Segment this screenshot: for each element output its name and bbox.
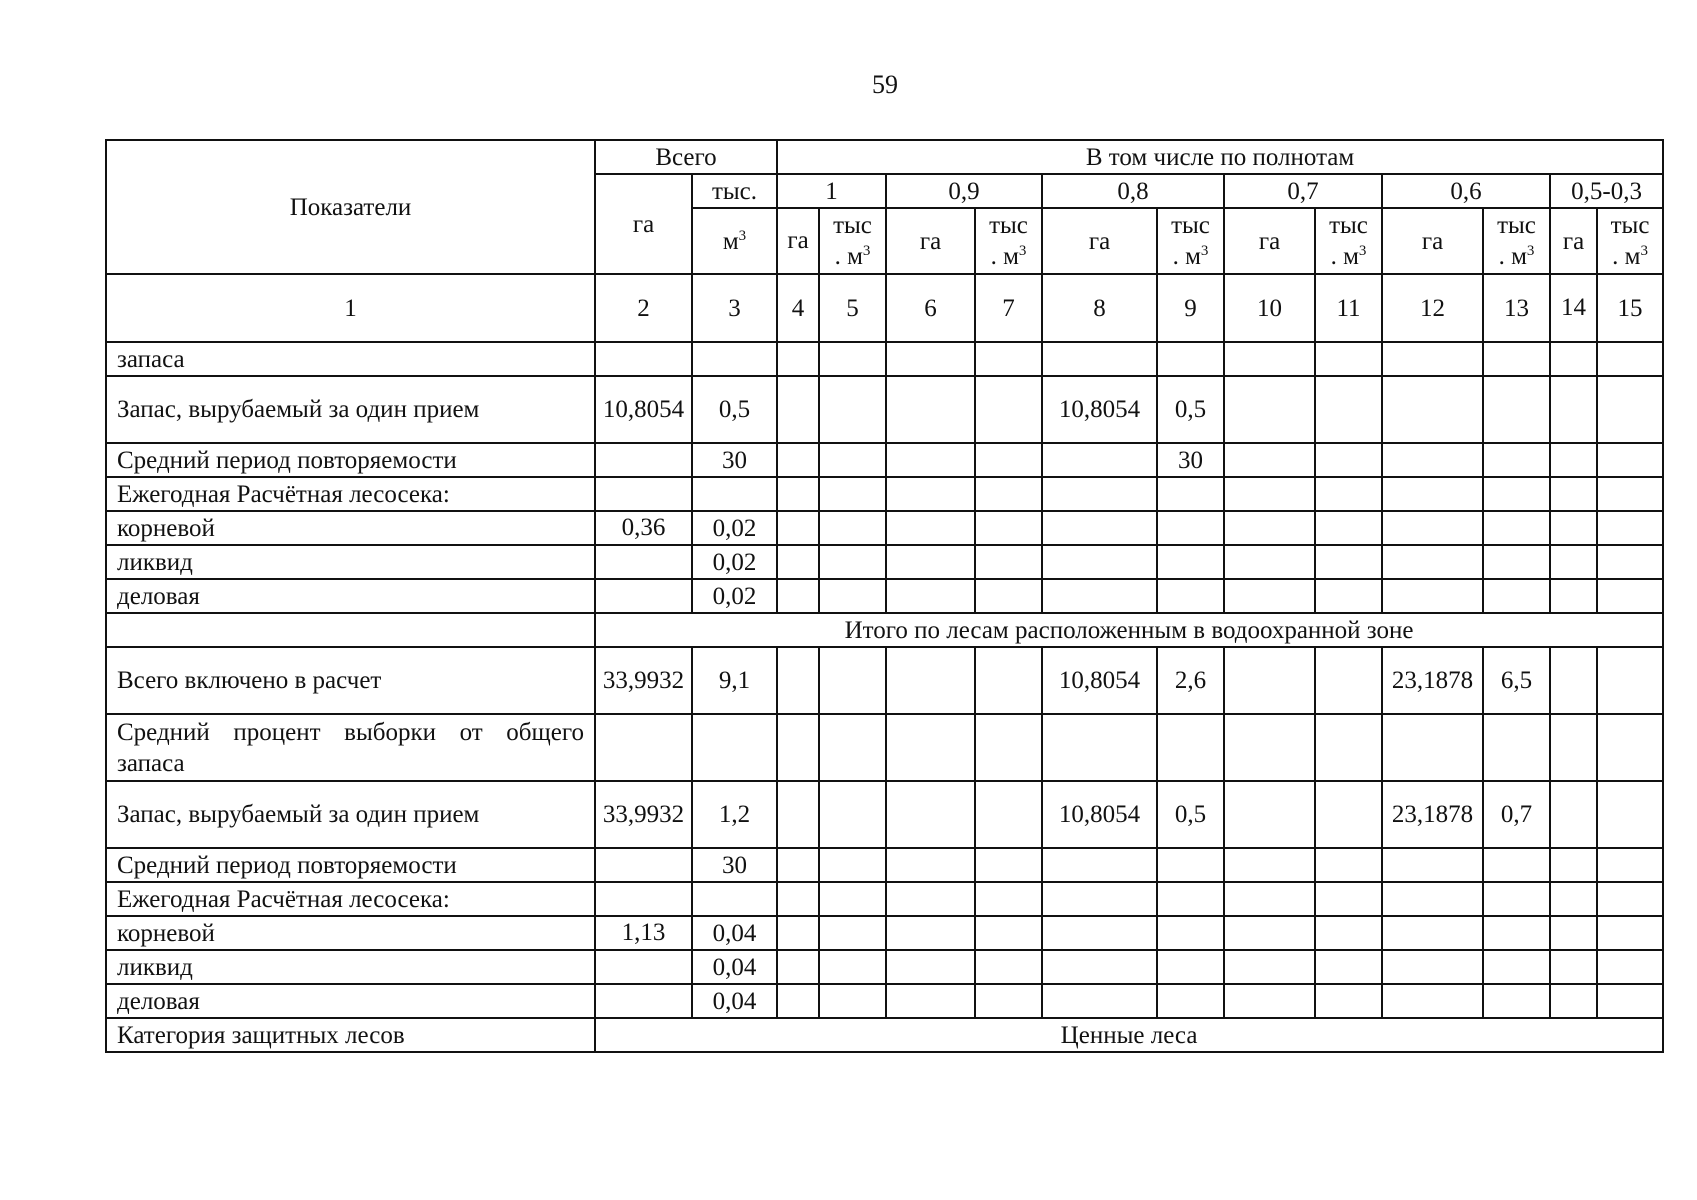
- table-cell: [1382, 477, 1483, 511]
- table-cell: 0,5: [692, 376, 777, 443]
- header-by-density: В том числе по полнотам: [777, 140, 1663, 174]
- table-cell: [819, 781, 886, 848]
- table-cell: [886, 443, 975, 477]
- header-thous-m3: тыс . $м^3$: [1597, 208, 1663, 274]
- table-cell: [886, 477, 975, 511]
- table-cell: 0,5: [1157, 376, 1224, 443]
- table-cell: [819, 848, 886, 882]
- table-cell: [777, 781, 819, 848]
- table-row: [106, 545, 1663, 579]
- table-cell: 0,7: [1483, 781, 1550, 848]
- row-label: Средний период повторяемости: [106, 443, 595, 477]
- table-cell: 33,9932: [595, 781, 692, 848]
- table-cell: [975, 342, 1042, 376]
- table-cell: [1157, 579, 1224, 613]
- table-cell: [1224, 342, 1315, 376]
- table-cell: [886, 376, 975, 443]
- row-label: ликвид: [106, 545, 595, 579]
- table-cell: [975, 477, 1042, 511]
- table-cell: [886, 781, 975, 848]
- table-cell: [1483, 443, 1550, 477]
- table-cell: [886, 545, 975, 579]
- table-row: [106, 950, 1663, 984]
- table-cell: [1550, 781, 1597, 848]
- table-cell: [1382, 579, 1483, 613]
- row-label: Ежегодная Расчётная лесосека:: [106, 477, 595, 511]
- table-cell: [595, 950, 692, 984]
- table-cell: 0,04: [692, 950, 777, 984]
- table-cell: [1224, 882, 1315, 916]
- row-label: ликвид: [106, 950, 595, 984]
- table-cell: [1157, 511, 1224, 545]
- table-cell: 10,8054: [1042, 376, 1157, 443]
- table-cell: [1597, 882, 1663, 916]
- column-number: 2: [595, 274, 692, 342]
- column-number: 11: [1315, 274, 1382, 342]
- table-cell: [975, 376, 1042, 443]
- table-cell: 30: [1157, 443, 1224, 477]
- table-cell: [1550, 443, 1597, 477]
- row-label: Категория защитных лесов: [106, 1018, 595, 1052]
- table-cell: [1382, 950, 1483, 984]
- table-row: [106, 647, 1663, 714]
- table-cell: [777, 511, 819, 545]
- table-cell: [1042, 511, 1157, 545]
- table-cell: [1224, 376, 1315, 443]
- section-row: [106, 613, 1663, 647]
- column-number: 12: [1382, 274, 1483, 342]
- table-cell: [886, 882, 975, 916]
- table-cell: [1224, 477, 1315, 511]
- table-cell: [1224, 848, 1315, 882]
- table-cell: [1483, 545, 1550, 579]
- table-cell: [886, 647, 975, 714]
- table-cell: [1224, 950, 1315, 984]
- table-cell: [1382, 882, 1483, 916]
- table-cell: [1157, 848, 1224, 882]
- table-cell: [1550, 950, 1597, 984]
- table-cell: [886, 714, 975, 781]
- table-row: [106, 511, 1663, 545]
- header-density: 1: [777, 174, 886, 208]
- table-cell: [1483, 342, 1550, 376]
- table-cell: [1042, 579, 1157, 613]
- table-cell: [819, 545, 886, 579]
- table-cell: [1042, 950, 1157, 984]
- table-cell: [1224, 916, 1315, 950]
- row-label: Ежегодная Расчётная лесосека:: [106, 882, 595, 916]
- table-cell: [595, 477, 692, 511]
- table-row: [106, 916, 1663, 950]
- table-cell: [1042, 477, 1157, 511]
- table-cell: [1597, 781, 1663, 848]
- table-cell: [692, 882, 777, 916]
- header-total-thous: тыс.: [692, 174, 777, 208]
- table-cell: 0,04: [692, 984, 777, 1018]
- table-cell: [819, 477, 886, 511]
- table-cell: [1550, 714, 1597, 781]
- table-cell: [1157, 984, 1224, 1018]
- table-cell: [777, 477, 819, 511]
- table-cell: [1157, 477, 1224, 511]
- table-cell: [1315, 545, 1382, 579]
- header-thous-m3: тыс . $м^3$: [1157, 208, 1224, 274]
- table-cell: [1483, 579, 1550, 613]
- table-cell: [595, 714, 692, 781]
- header-thous-m3: тыс . $м^3$: [975, 208, 1042, 274]
- table-cell: [1550, 647, 1597, 714]
- table-cell: [819, 916, 886, 950]
- column-number: 14: [1550, 274, 1597, 342]
- table-cell: [975, 579, 1042, 613]
- table-cell: [1483, 984, 1550, 1018]
- table-row: [106, 443, 1663, 477]
- table-cell: [1157, 950, 1224, 984]
- table-cell: [1597, 579, 1663, 613]
- table-cell: [1042, 714, 1157, 781]
- table-cell: 0,02: [692, 511, 777, 545]
- column-number: 13: [1483, 274, 1550, 342]
- table-cell: [1157, 916, 1224, 950]
- table-cell: [692, 477, 777, 511]
- table-cell: 0,5: [1157, 781, 1224, 848]
- column-number: 6: [886, 274, 975, 342]
- table-cell: [886, 950, 975, 984]
- table-cell: [1157, 342, 1224, 376]
- table-cell: [1597, 984, 1663, 1018]
- table-cell: [1224, 714, 1315, 781]
- column-number: 10: [1224, 274, 1315, 342]
- row-label: Средний период повторяемости: [106, 848, 595, 882]
- table-cell: [1315, 443, 1382, 477]
- table-cell: [819, 647, 886, 714]
- table-cell: [777, 647, 819, 714]
- table-cell: [595, 342, 692, 376]
- table-cell: [1224, 511, 1315, 545]
- table-cell: [777, 984, 819, 1018]
- row-label: деловая: [106, 984, 595, 1018]
- table-cell: [1042, 984, 1157, 1018]
- table-cell: [886, 579, 975, 613]
- table-cell: [886, 342, 975, 376]
- table-cell: [1550, 916, 1597, 950]
- table-cell: [1597, 376, 1663, 443]
- table-cell: [595, 545, 692, 579]
- table-cell: [595, 848, 692, 882]
- table-cell: [1315, 848, 1382, 882]
- table-cell: [1597, 545, 1663, 579]
- table-cell: [777, 579, 819, 613]
- table-cell: [819, 376, 886, 443]
- table-cell: [1597, 511, 1663, 545]
- table-cell: [777, 714, 819, 781]
- table-row: [106, 848, 1663, 882]
- table-cell: [1483, 848, 1550, 882]
- table-cell: [975, 511, 1042, 545]
- table-cell: [1550, 545, 1597, 579]
- table-cell: [1382, 511, 1483, 545]
- table-cell: [777, 848, 819, 882]
- table-cell: [1483, 376, 1550, 443]
- table-cell: 2,6: [1157, 647, 1224, 714]
- table-cell: [1382, 984, 1483, 1018]
- header-total: Всего: [595, 140, 777, 174]
- table-cell: [819, 950, 886, 984]
- row-label: корневой: [106, 511, 595, 545]
- table-row: [106, 714, 1663, 781]
- column-number: 3: [692, 274, 777, 342]
- row-label: Запас, вырубаемый за один прием: [106, 781, 595, 848]
- table-cell: [1550, 579, 1597, 613]
- table-cell: [1315, 781, 1382, 848]
- table-cell: [1315, 984, 1382, 1018]
- table-cell: [1042, 848, 1157, 882]
- table-cell: [1157, 882, 1224, 916]
- table-cell: [819, 443, 886, 477]
- table-cell: 33,9932: [595, 647, 692, 714]
- table-cell: [1597, 443, 1663, 477]
- table-cell: [975, 848, 1042, 882]
- table-cell: 0,02: [692, 579, 777, 613]
- table-cell: [777, 376, 819, 443]
- table-cell: [1315, 882, 1382, 916]
- table-cell: [1315, 647, 1382, 714]
- table-cell: [1550, 882, 1597, 916]
- table-cell: [1382, 916, 1483, 950]
- table-cell: [1550, 848, 1597, 882]
- column-number: 5: [819, 274, 886, 342]
- table-cell: [1042, 916, 1157, 950]
- table-cell: 1,13: [595, 916, 692, 950]
- forest-indicators-table: [105, 139, 1664, 1053]
- table-cell: [777, 545, 819, 579]
- table-cell: [777, 443, 819, 477]
- header-ha: га: [886, 208, 975, 274]
- table-cell: [1224, 781, 1315, 848]
- table-cell: [777, 916, 819, 950]
- table-cell: [819, 882, 886, 916]
- table-cell: [1483, 882, 1550, 916]
- table-cell: 0,04: [692, 916, 777, 950]
- table-row: [106, 376, 1663, 443]
- table-cell: [1483, 511, 1550, 545]
- table-cell: 1,2: [692, 781, 777, 848]
- table-cell: [692, 342, 777, 376]
- table-cell: 23,1878: [1382, 647, 1483, 714]
- header-density: 0,6: [1382, 174, 1550, 208]
- table-cell: 10,8054: [1042, 781, 1157, 848]
- table-cell: [975, 647, 1042, 714]
- table-cell: [1382, 545, 1483, 579]
- table-cell: 30: [692, 848, 777, 882]
- table-cell: [692, 714, 777, 781]
- table-cell: 0,02: [692, 545, 777, 579]
- header-indicators: Показатели: [106, 140, 595, 274]
- protective-category-value: Ценные леса: [595, 1018, 1663, 1052]
- table-cell: [975, 781, 1042, 848]
- table-cell: [1224, 443, 1315, 477]
- header-density: 0,9: [886, 174, 1042, 208]
- page-number: 59: [872, 70, 898, 99]
- table-cell: [595, 443, 692, 477]
- section-title: Итого по лесам расположенным в водоохранной зоне: [595, 613, 1663, 647]
- table-cell: 10,8054: [595, 376, 692, 443]
- table-cell: [1550, 376, 1597, 443]
- table-cell: [1157, 714, 1224, 781]
- table-cell: [1597, 848, 1663, 882]
- header-ha-split: га: [777, 208, 819, 274]
- row-label: деловая: [106, 579, 595, 613]
- table-cell: 0,36: [595, 511, 692, 545]
- column-number: 4: [777, 274, 819, 342]
- table-cell: [1597, 342, 1663, 376]
- table-cell: [1042, 443, 1157, 477]
- column-number: 8: [1042, 274, 1157, 342]
- table-cell: [975, 984, 1042, 1018]
- table-cell: 23,1878: [1382, 781, 1483, 848]
- table-cell: [1157, 545, 1224, 579]
- header-density: 0,8: [1042, 174, 1224, 208]
- row-label: запаса: [106, 342, 595, 376]
- table-cell: [1042, 342, 1157, 376]
- table-cell: [975, 545, 1042, 579]
- row-label: Средний процент выборки от общего запаса: [106, 714, 595, 781]
- table-cell: [777, 950, 819, 984]
- header-ha: га: [1224, 208, 1315, 274]
- table-cell: [1382, 443, 1483, 477]
- table-cell: [1597, 714, 1663, 781]
- table-cell: [1483, 916, 1550, 950]
- table-cell: [819, 714, 886, 781]
- table-cell: [777, 342, 819, 376]
- header-ha: га: [1550, 208, 1597, 274]
- table-cell: [1550, 342, 1597, 376]
- table-cell: [1382, 376, 1483, 443]
- table-cell: [1550, 511, 1597, 545]
- table-cell: 10,8054: [1042, 647, 1157, 714]
- table-cell: [1224, 647, 1315, 714]
- table-cell: [886, 848, 975, 882]
- column-number: 1: [106, 274, 595, 342]
- header-density: 0,5-0,3: [1550, 174, 1663, 208]
- table-cell: [1224, 545, 1315, 579]
- table-cell: [1597, 647, 1663, 714]
- header-total-m3: $м^3$: [692, 208, 777, 274]
- column-number: 7: [975, 274, 1042, 342]
- table-cell: [975, 443, 1042, 477]
- table-cell: [1315, 916, 1382, 950]
- table-cell: [1042, 882, 1157, 916]
- table-cell: [595, 984, 692, 1018]
- table-cell: [1315, 511, 1382, 545]
- table-cell: [819, 579, 886, 613]
- table-row: [106, 579, 1663, 613]
- table-cell: [1382, 848, 1483, 882]
- table-cell: [1597, 916, 1663, 950]
- table-cell: [1483, 714, 1550, 781]
- table-cell: 9,1: [692, 647, 777, 714]
- header-thous-m3: тыс . $м^3$: [1315, 208, 1382, 274]
- header-thous-m3: тыс . $м^3$: [819, 208, 886, 274]
- header-ha: га: [1042, 208, 1157, 274]
- column-number: 9: [1157, 274, 1224, 342]
- table-cell: [1382, 342, 1483, 376]
- table-cell: [1315, 342, 1382, 376]
- table-body: [106, 342, 1663, 1052]
- row-label: Всего включено в расчет: [106, 647, 595, 714]
- header-ha: га: [1382, 208, 1483, 274]
- table-cell: [1550, 477, 1597, 511]
- table-cell: [886, 984, 975, 1018]
- table-cell: [1483, 477, 1550, 511]
- table-cell: [886, 511, 975, 545]
- column-number: 15: [1597, 274, 1663, 342]
- header-density: 0,7: [1224, 174, 1382, 208]
- table-cell: [819, 511, 886, 545]
- table-row: [106, 1018, 1663, 1052]
- table-cell: [1224, 579, 1315, 613]
- table-row: [106, 781, 1663, 848]
- table-cell: [975, 916, 1042, 950]
- table-cell: [975, 882, 1042, 916]
- table-cell: [595, 882, 692, 916]
- table-cell: [1315, 714, 1382, 781]
- table-cell: [1597, 950, 1663, 984]
- row-label: корневой: [106, 916, 595, 950]
- table-cell: [975, 714, 1042, 781]
- table-cell: [1382, 714, 1483, 781]
- table-cell: [1597, 477, 1663, 511]
- table-cell: [1315, 376, 1382, 443]
- table-cell: 6,5: [1483, 647, 1550, 714]
- table-cell: [1483, 950, 1550, 984]
- table-header: [106, 140, 1663, 342]
- table-cell: [777, 882, 819, 916]
- header-total-ha: га: [595, 174, 692, 274]
- header-thous-m3: тыс . $м^3$: [1483, 208, 1550, 274]
- table-cell: [1315, 477, 1382, 511]
- table-cell: [886, 916, 975, 950]
- table-cell: [1224, 984, 1315, 1018]
- table-row: [106, 342, 1663, 376]
- table-cell: [819, 984, 886, 1018]
- table-row: [106, 984, 1663, 1018]
- table-row: [106, 477, 1663, 511]
- row-label: [106, 613, 595, 647]
- table-cell: [975, 950, 1042, 984]
- table-row: [106, 882, 1663, 916]
- table-cell: [595, 579, 692, 613]
- table-cell: 30: [692, 443, 777, 477]
- table-cell: [1550, 984, 1597, 1018]
- table-cell: [1042, 545, 1157, 579]
- table-cell: [819, 342, 886, 376]
- table-cell: [1315, 950, 1382, 984]
- row-label: Запас, вырубаемый за один прием: [106, 376, 595, 443]
- table-cell: [1315, 579, 1382, 613]
